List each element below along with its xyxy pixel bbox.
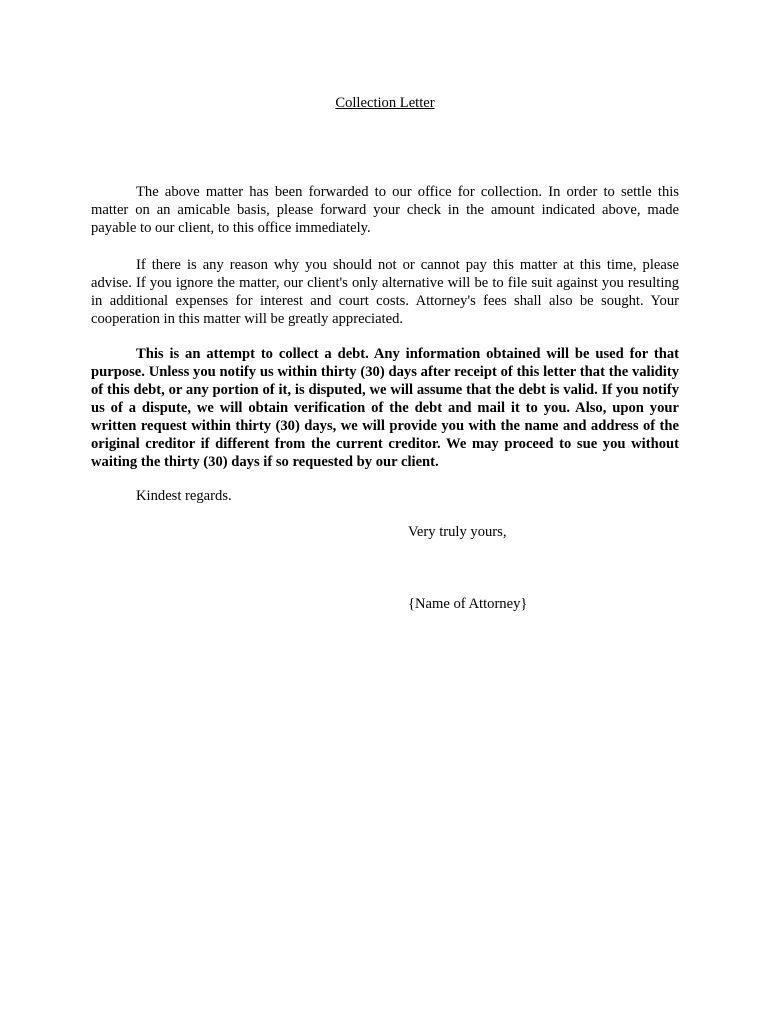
letter-regards: Kindest regards. (136, 488, 232, 504)
attorney-name-placeholder: {Name of Attorney} (408, 596, 528, 612)
letter-paragraph-debt-notice: This is an attempt to collect a debt. Any information obtained will be used for that purpose. Unless you notify us within thirty (30) days after receipt of this letter that the validity of this debt, or any portion of it, is disputed, we will assume that the debt is valid. If you notify us of a dispute, we will obtain verification of the debt and mail it to you. Also, upon your written request within thirty (30) days, we will provide you with the name and address of the original creditor if different from the current creditor. We may proceed to sue you without waiting the thirty (30) days if so requested by our client. (91, 346, 679, 470)
letter-paragraph-collection: The above matter has been forwarded to our office for collection. In order to settle this matter on an amicable basis, please forward your check in the amount indicated above, made payable to our client, to this office immediately. (91, 184, 679, 236)
letter-title: Collection Letter (335, 95, 435, 111)
letter-paragraph-consequences: If there is any reason why you should not or cannot pay this matter at this time, please advise. If you ignore the matter, our client's only alternative will be to file suit against you resulting in additional expenses for interest and court costs. Attorney's fees shall also be sought. Your cooperation in this matter will be greatly appreciated. (91, 257, 679, 327)
letter-closing: Very truly yours, (408, 524, 507, 540)
